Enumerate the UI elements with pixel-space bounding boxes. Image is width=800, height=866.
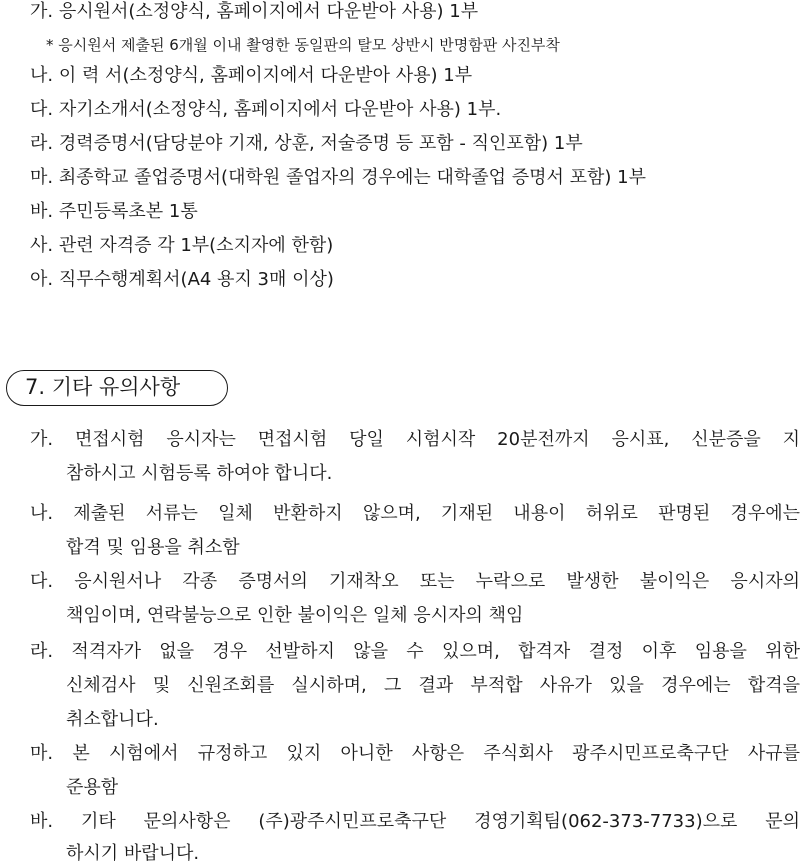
notice-item-ga xyxy=(30,428,800,486)
notice-line: 취소합니다. xyxy=(66,709,159,730)
photo-note: * 응시원서 제출된 6개월 이내 촬영한 동일판의 탈모 상반시 반명함판 사진부착 xyxy=(46,36,560,54)
notice-line: 참하시고 시험등록 하여야 합니다. xyxy=(66,463,333,484)
notice-line: 라. 적격자가 없을 경우 선발하지 않을 수 있으며, 합격자 결정 이후 임용을 위한 xyxy=(30,641,800,662)
notice-line: 책임이며, 연락불능으로 인한 불이익은 일체 응시자의 책임 xyxy=(66,605,524,626)
notice-line: 준용함 xyxy=(66,777,119,798)
list-item-a: 아. 직무수행계획서(A4 용지 3매 이상) xyxy=(30,269,334,290)
list-item-na: 나. 이 력 서(소정양식, 홈페이지에서 다운받아 사용) 1부 xyxy=(30,65,473,86)
notice-line: 나. 제출된 서류는 일체 반환하지 않으며, 기재된 내용이 허위로 판명된 경우에는 xyxy=(30,503,800,524)
list-item-da: 다. 자기소개서(소정양식, 홈페이지에서 다운받아 사용) 1부. xyxy=(30,99,502,120)
notice-item-ma xyxy=(30,742,800,800)
notice-line: 다. 응시원서나 각종 증명서의 기재착오 또는 누락으로 발생한 불이익은 응시자의 xyxy=(30,571,800,592)
notice-line: 마. 본 시험에서 규정하고 있지 아니한 사항은 주식회사 광주시민프로축구단 사규를 xyxy=(30,743,800,764)
notice-item-da xyxy=(30,570,800,628)
notice-line: 바. 기타 문의사항은 (주)광주시민프로축구단 경영기획팀(062-373-7733)으로 문의 xyxy=(30,811,800,832)
list-item-ga: 가. 응시원서(소정양식, 홈페이지에서 다운받아 사용) 1부 xyxy=(30,1,479,22)
list-item-ma: 마. 최종학교 졸업증명서(대학원 졸업자의 경우에는 대학졸업 증명서 포함) 1부 xyxy=(30,167,647,188)
list-item-sa: 사. 관련 자격증 각 1부(소지자에 한함) xyxy=(30,235,334,256)
section-heading: 7. 기타 유의사항 xyxy=(6,370,228,406)
notice-line: 신체검사 및 신원조회를 실시하며, 그 결과 부적합 사유가 있을 경우에는 합격을 xyxy=(66,675,800,696)
list-item-ba: 바. 주민등록초본 1통 xyxy=(30,201,198,222)
notice-item-ba xyxy=(30,810,800,866)
notice-line: 하시기 바랍니다. xyxy=(66,843,200,864)
notice-line: 합격 및 임용을 취소함 xyxy=(66,537,240,558)
notice-line: 가. 면접시험 응시자는 면접시험 당일 시험시작 20분전까지 응시표, 신분증을 지 xyxy=(30,429,800,450)
list-item-ra: 라. 경력증명서(담당분야 기재, 상훈, 저술증명 등 포함 - 직인포함) 1부 xyxy=(30,133,583,154)
notice-item-na xyxy=(30,502,800,560)
notice-item-ra xyxy=(30,640,800,732)
